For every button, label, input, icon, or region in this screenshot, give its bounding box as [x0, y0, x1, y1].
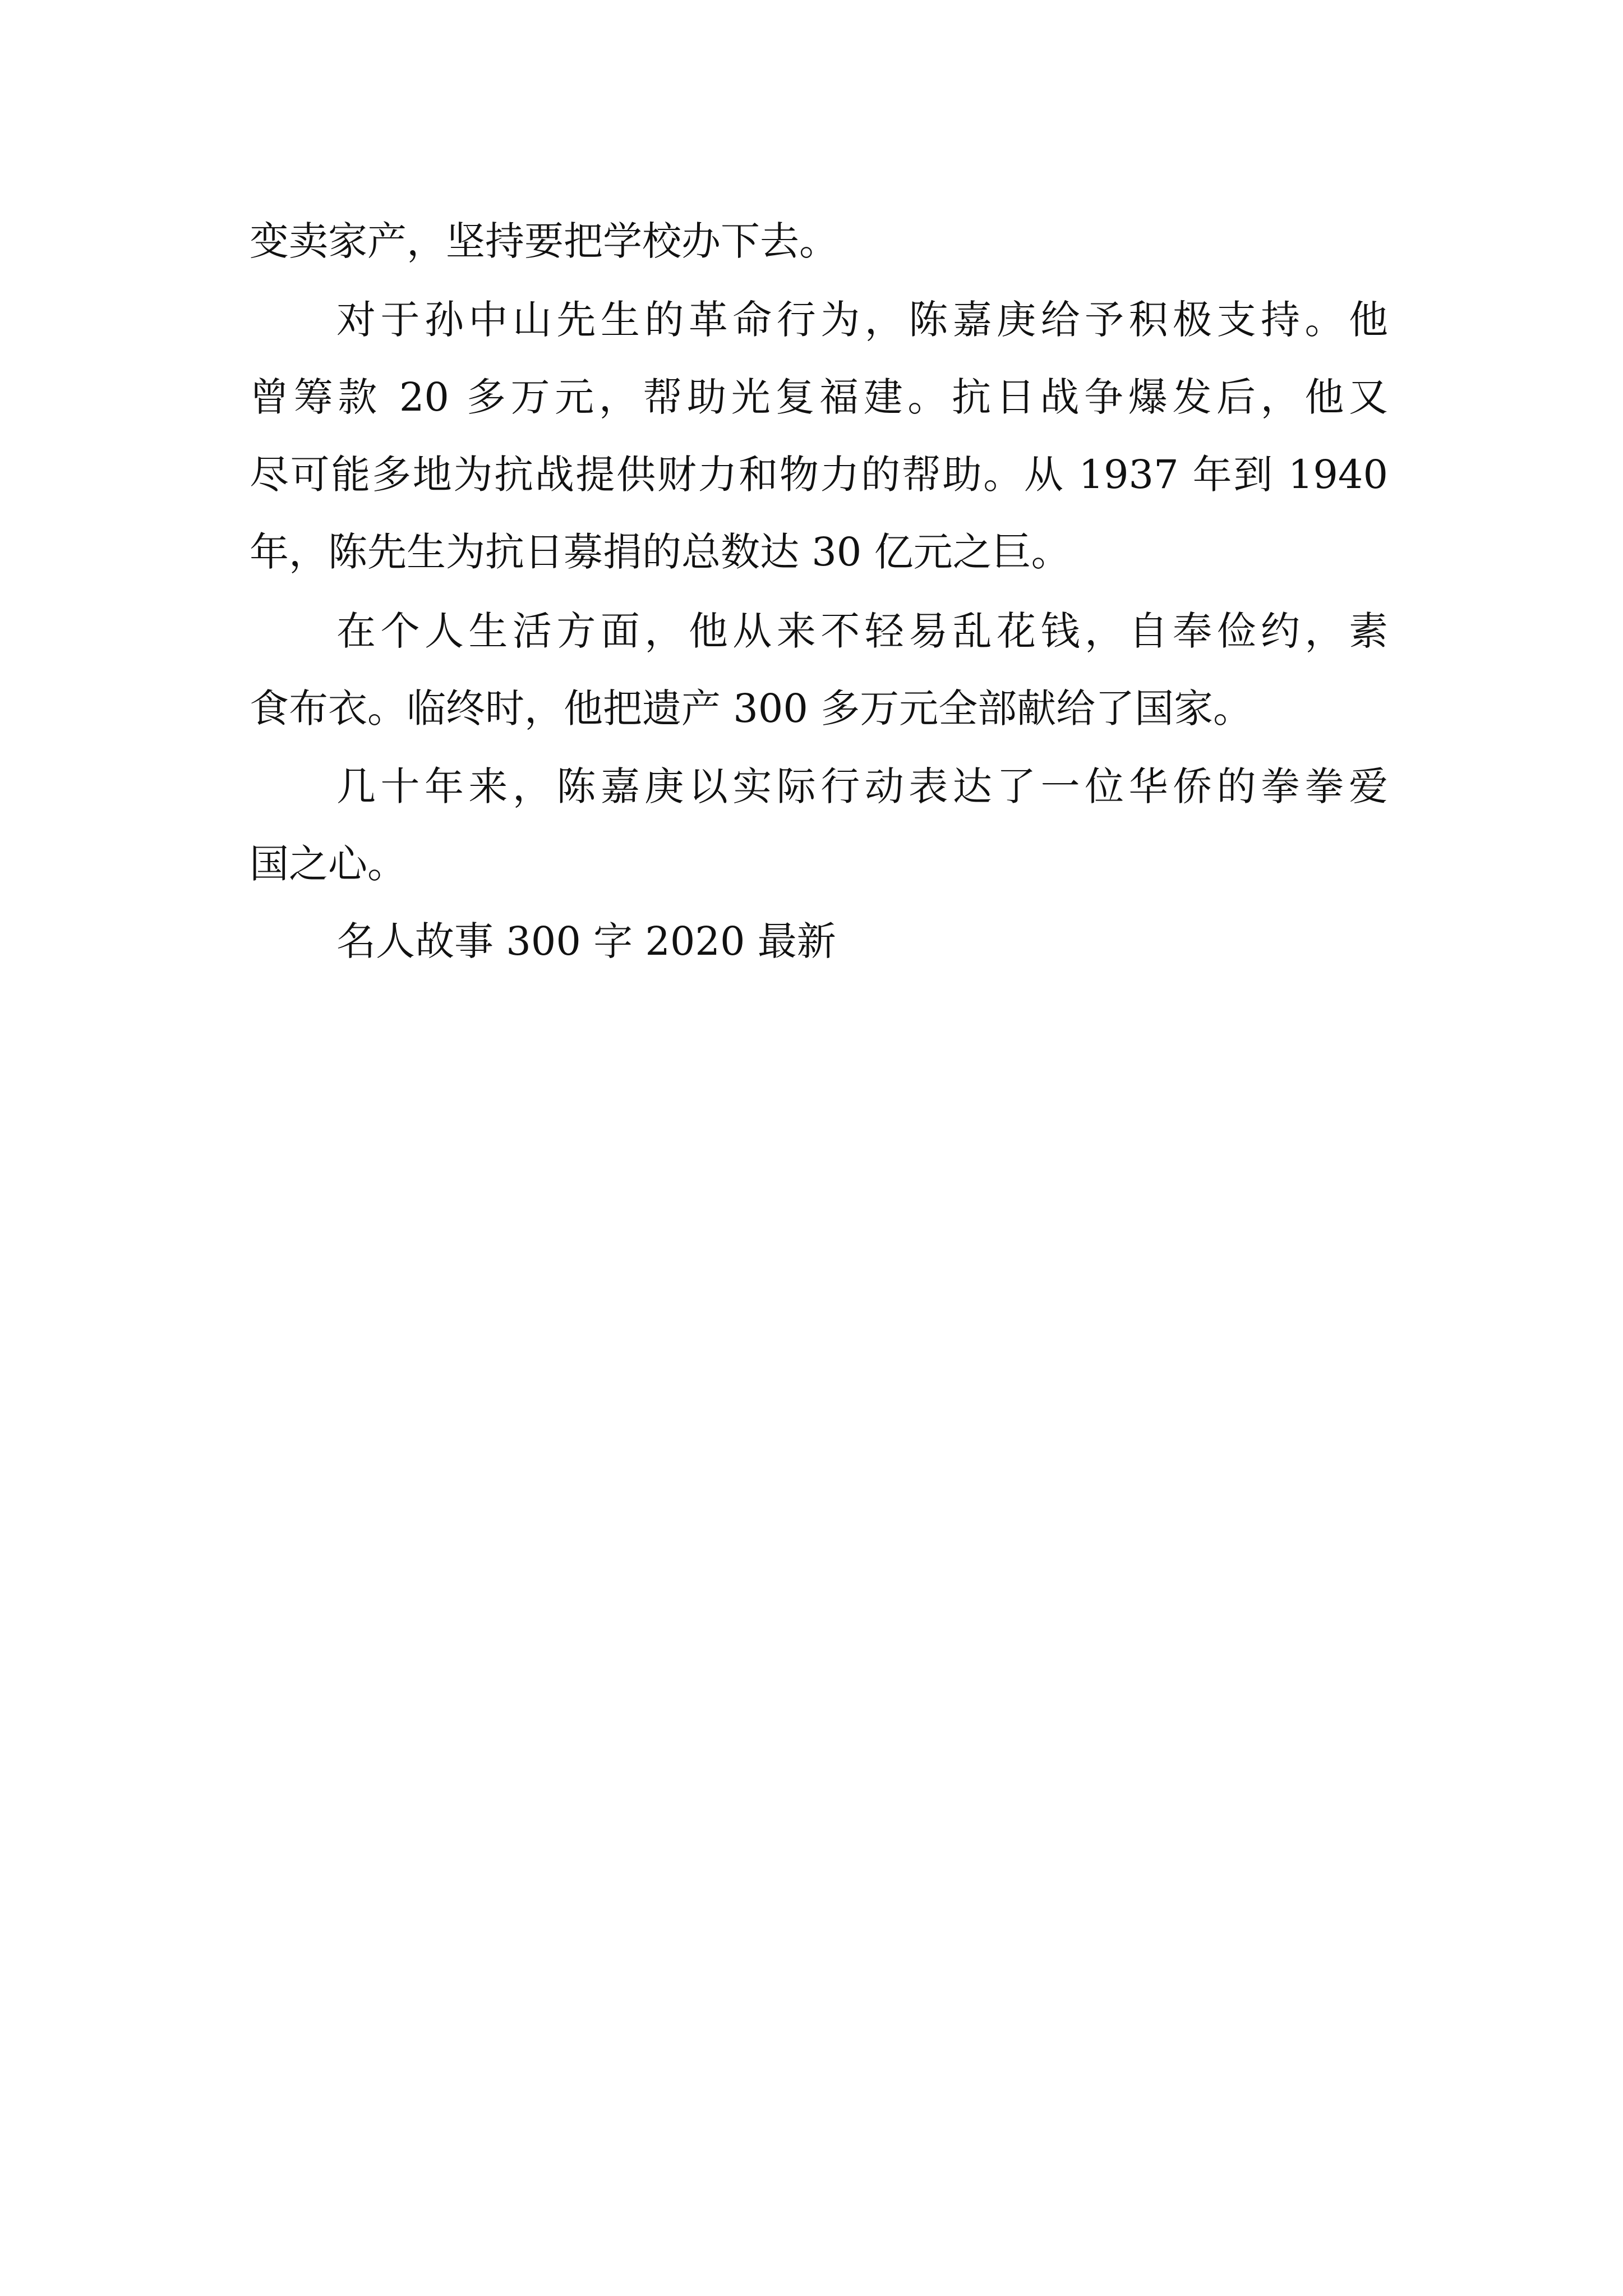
paragraph-line: 几十年来，陈嘉庚以实际行动表达了一位华侨的拳拳爱 [336, 763, 1388, 809]
paragraph-line: 年，陈先生为抗日募捐的总数达 30 亿元之巨。 [250, 529, 1071, 575]
paragraph-line: 尽可能多地为抗战提供财力和物力的帮助。从 1937 年到 1940 [250, 452, 1388, 498]
paragraph-line: 在个人生活方面，他从来不轻易乱花钱，自奉俭约，素 [336, 608, 1388, 654]
paragraph-line: 对于孙中山先生的革命行为，陈嘉庚给予积极支持。他 [336, 297, 1388, 343]
paragraph-line: 曾筹款 20 多万元，帮助光复福建。抗日战争爆发后，他又 [250, 374, 1388, 420]
paragraph-line: 名人故事 300 字 2020 最新 [336, 918, 836, 964]
paragraph-line: 食布衣。临终时，他把遗产 300 多万元全部献给了国家。 [250, 685, 1253, 731]
paragraph-line: 变卖家产，坚持要把学校办下去。 [250, 218, 838, 264]
paragraph-line: 国之心。 [250, 841, 407, 887]
